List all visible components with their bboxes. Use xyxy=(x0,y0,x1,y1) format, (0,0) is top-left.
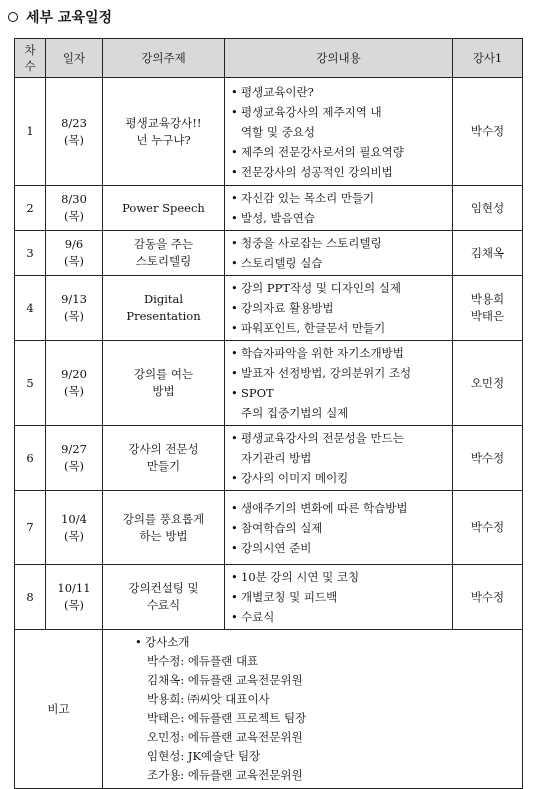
date-value: 8/23 xyxy=(61,115,87,130)
topic-line: 강의컨설팅 및 xyxy=(128,581,199,595)
instructor-intro-line: 임현성: JK예술단 팀장 xyxy=(147,749,261,763)
weekday-value: (목) xyxy=(63,132,85,147)
weekday-value: (목) xyxy=(63,528,85,543)
session-number: 1 xyxy=(26,124,34,138)
content-item xyxy=(231,233,448,253)
session-number: 8 xyxy=(26,589,34,604)
instructor-cell xyxy=(453,491,523,565)
topic-line: 감동을 주는 xyxy=(133,237,194,251)
weekday-value: (목) xyxy=(63,598,85,612)
weekday-value: (목) xyxy=(63,309,85,323)
date-value: 8/30 xyxy=(61,192,87,206)
content-text: • 스토리텔링 실습 xyxy=(241,256,323,270)
content-item xyxy=(231,498,448,518)
topic-cell xyxy=(103,491,225,565)
topic-line: Presentation xyxy=(126,309,201,323)
content-item xyxy=(231,278,448,298)
topic-line: 강의를 여는 xyxy=(133,367,194,381)
content-item xyxy=(231,188,448,208)
topic-line: Power Speech xyxy=(122,200,205,215)
instructor-name: 오민정 xyxy=(470,375,505,390)
table-row xyxy=(15,276,523,341)
content-item xyxy=(231,587,448,607)
table-row xyxy=(15,78,523,186)
content-text: • 학습자파악을 위한 자기소개방법 xyxy=(241,346,404,360)
date-value: 10/11 xyxy=(57,581,91,595)
content-cell xyxy=(225,341,453,426)
date-cell xyxy=(46,426,103,491)
content-text: • 평생교육강사의 전문성을 만드는 xyxy=(241,431,404,445)
content-text: • 강의자료 활용방법 xyxy=(241,301,334,315)
topic-line: 넌 누구냐? xyxy=(136,132,191,147)
table-header-row xyxy=(15,39,523,78)
instructor-intro-line: 박태은: 에듀플랜 프로젝트 팀장 xyxy=(147,711,307,725)
content-text: • 참여학습의 실제 xyxy=(241,520,323,535)
instructor-cell xyxy=(453,565,523,630)
content-item xyxy=(231,343,448,363)
content-item xyxy=(231,538,448,558)
date-cell xyxy=(46,78,103,186)
content-text: • 발표자 선정방법, 강의분위기 조성 xyxy=(241,366,412,380)
note-row xyxy=(15,630,523,789)
content-text: • 강의시연 준비 xyxy=(241,540,312,555)
instructor-name: 박수정 xyxy=(470,450,505,465)
instructor-intro-line: 박용희: ㈜씨앗 대표이사 xyxy=(147,692,270,706)
weekday-value: (목) xyxy=(63,254,85,268)
section-title: 세부 교육일정 xyxy=(26,10,113,26)
topic-line: 스토리텔링 xyxy=(135,254,192,268)
content-cell xyxy=(225,491,453,565)
content-cell xyxy=(225,426,453,491)
header-content: 강의내용 xyxy=(225,39,453,78)
table-row xyxy=(15,491,523,565)
topic-line: 방법 xyxy=(152,384,175,398)
date-value: 9/13 xyxy=(61,292,87,306)
header-instructor: 강사1 xyxy=(453,39,523,78)
date-cell xyxy=(46,565,103,630)
content-text: • 수료식 xyxy=(241,610,275,624)
content-item xyxy=(231,298,448,318)
content-cell xyxy=(225,231,453,276)
topic-cell xyxy=(103,186,225,231)
content-cell xyxy=(225,276,453,341)
table-row xyxy=(15,186,523,231)
content-item xyxy=(231,162,448,182)
instructor-name: 박수정 xyxy=(470,520,505,534)
content-text: • 개별코칭 및 피드백 xyxy=(241,590,338,604)
topic-line: 수료식 xyxy=(146,598,181,612)
instructor-name: 김채옥 xyxy=(470,245,505,260)
session-number: 7 xyxy=(26,520,34,534)
content-text: • 강사의 이미지 메이킹 xyxy=(241,471,349,485)
date-cell xyxy=(46,491,103,565)
date-cell xyxy=(46,231,103,276)
topic-line: 강의를 풍요롭게 xyxy=(122,511,205,526)
session-number-cell xyxy=(15,231,46,276)
instructor-intro-line: 박수정: 에듀플랜 대표 xyxy=(147,654,259,668)
content-item xyxy=(231,102,448,142)
instructor-cell xyxy=(453,78,523,186)
header-date: 일자 xyxy=(46,39,103,78)
content-item xyxy=(231,567,448,587)
session-number-cell xyxy=(15,426,46,491)
instructor-name: 박태은 xyxy=(470,309,505,323)
content-item xyxy=(231,607,448,627)
schedule-table xyxy=(14,38,523,789)
content-text: • 전문강사의 성공적인 강의비법 xyxy=(241,164,393,179)
content-cell xyxy=(225,78,453,186)
content-text: • 생애주기의 변화에 따른 학습방법 xyxy=(241,500,408,515)
content-item xyxy=(231,253,448,273)
session-number: 6 xyxy=(26,450,34,465)
date-cell xyxy=(46,186,103,231)
note-title: • 강사소개 xyxy=(135,633,516,652)
topic-cell xyxy=(103,426,225,491)
content-cell xyxy=(225,565,453,630)
session-number-cell xyxy=(15,341,46,426)
content-item xyxy=(231,142,448,162)
note-label-cell xyxy=(15,630,103,789)
content-text: • 제주의 전문강사로서의 필요역량 xyxy=(241,144,404,159)
topic-line: Digital xyxy=(143,292,184,306)
topic-cell xyxy=(103,276,225,341)
content-text: 주의 집중기법의 실제 xyxy=(241,406,349,420)
table-row xyxy=(15,341,523,426)
session-number-cell xyxy=(15,186,46,231)
topic-line: 강사의 전문성 xyxy=(128,442,199,456)
session-number-cell xyxy=(15,276,46,341)
note-label: 비고 xyxy=(47,701,70,716)
content-text: • 발성, 발음연습 xyxy=(241,211,315,225)
content-text: • 청중을 사로잡는 스토리텔링 xyxy=(241,236,382,250)
topic-cell xyxy=(103,231,225,276)
topic-cell xyxy=(103,565,225,630)
table-row xyxy=(15,426,523,491)
topic-line: 하는 방법 xyxy=(139,528,188,543)
date-value: 9/20 xyxy=(61,367,87,381)
content-item xyxy=(231,208,448,228)
content-text: • SPOT xyxy=(241,386,274,400)
instructor-name: 박수정 xyxy=(470,589,505,604)
table-row xyxy=(15,565,523,630)
content-text: • 평생교육강사의 제주지역 내 xyxy=(241,104,382,119)
date-cell xyxy=(46,276,103,341)
topic-cell xyxy=(103,78,225,186)
session-number-cell xyxy=(15,78,46,186)
note-content-cell xyxy=(103,630,523,789)
date-value: 10/4 xyxy=(61,511,87,526)
content-text: • 파워포인트, 한글문서 만들기 xyxy=(241,321,386,335)
weekday-value: (목) xyxy=(63,209,85,223)
weekday-value: (목) xyxy=(63,459,85,473)
table-row xyxy=(15,231,523,276)
instructor-cell xyxy=(453,186,523,231)
instructor-cell xyxy=(453,426,523,491)
topic-cell xyxy=(103,341,225,426)
weekday-value: (목) xyxy=(63,384,85,398)
circle-bullet-icon xyxy=(8,12,18,22)
content-item xyxy=(231,518,448,538)
content-text: • 평생교육이란? xyxy=(241,84,314,99)
topic-line: 만들기 xyxy=(146,459,181,473)
instructor-intro-line: 김채옥: 에듀플랜 교육전문위원 xyxy=(147,673,303,687)
content-text: • 자신감 있는 목소리 만들기 xyxy=(241,191,375,205)
instructor-intro-line: 오민정: 에듀플랜 교육전문위원 xyxy=(147,730,303,744)
instructor-intro-line: 조가용: 에듀플랜 교육전문위원 xyxy=(147,768,303,782)
content-item xyxy=(231,428,448,468)
instructor-cell xyxy=(453,276,523,341)
content-text: 역할 및 중요성 xyxy=(241,124,315,139)
session-number-cell xyxy=(15,565,46,630)
topic-line: 평생교육강사!! xyxy=(125,115,202,130)
content-item xyxy=(231,318,448,338)
instructor-name: 임현성 xyxy=(470,200,505,215)
section-heading xyxy=(8,6,112,28)
content-text: 자기관리 방법 xyxy=(241,451,312,465)
session-number: 3 xyxy=(26,245,34,260)
session-number: 2 xyxy=(26,200,34,215)
instructor-cell xyxy=(453,231,523,276)
content-text: • 강의 PPT작성 및 디자인의 실제 xyxy=(241,281,401,295)
content-item xyxy=(231,468,448,488)
content-item xyxy=(231,82,448,102)
content-cell xyxy=(225,186,453,231)
content-item xyxy=(231,383,448,423)
date-value: 9/6 xyxy=(64,237,84,251)
header-session: 차 수 xyxy=(15,39,46,78)
date-cell xyxy=(46,341,103,426)
date-value: 9/27 xyxy=(61,442,87,456)
content-text: • 10분 강의 시연 및 코칭 xyxy=(241,570,360,584)
instructor-name: 박용희 xyxy=(470,292,505,306)
header-topic: 강의주제 xyxy=(103,39,225,78)
session-number-cell xyxy=(15,491,46,565)
content-item xyxy=(231,363,448,383)
instructor-name: 박수정 xyxy=(470,124,505,138)
session-number: 4 xyxy=(26,300,34,315)
instructor-cell xyxy=(453,341,523,426)
session-number: 5 xyxy=(26,375,34,390)
